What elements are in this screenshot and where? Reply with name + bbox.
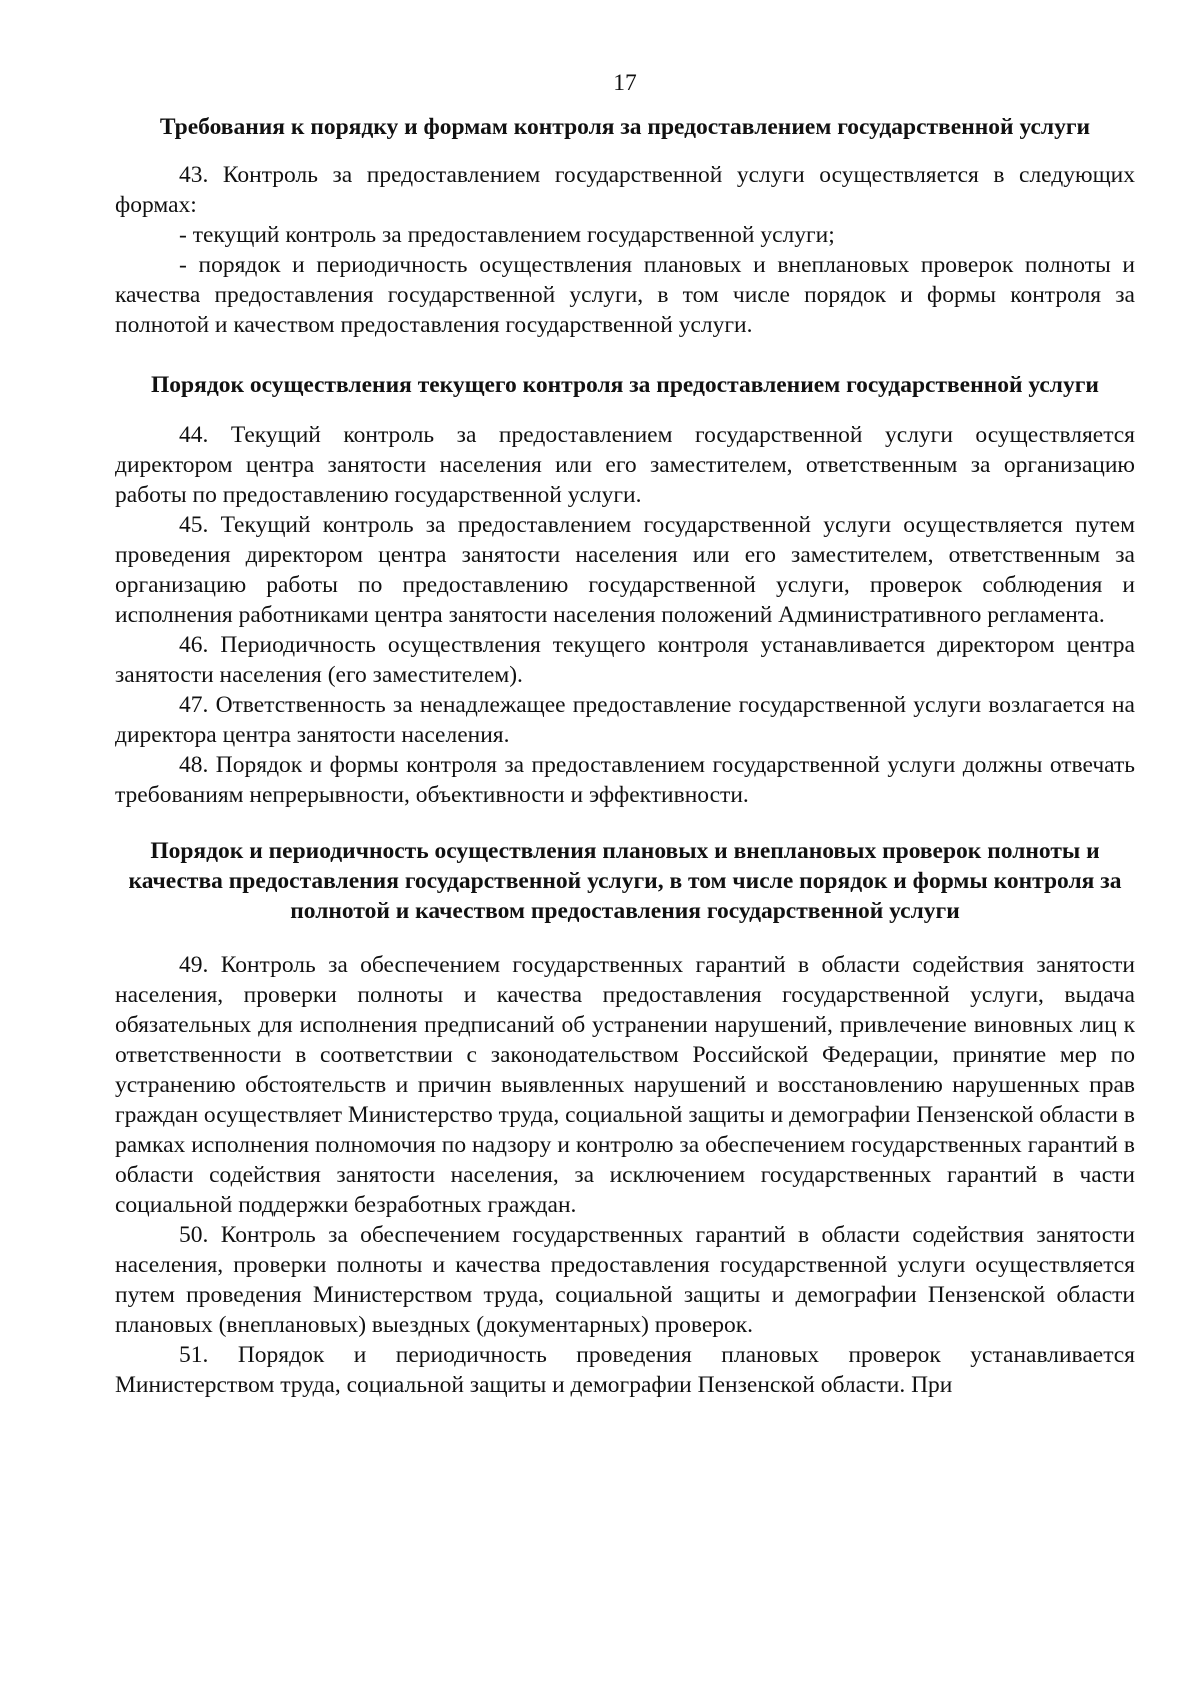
paragraph-44: 44. Текущий контроль за предоставлением государственной услуги осуществляется директором центра занятости населения или его заместителем, ответственным за организацию работы по предоставлению государственной услуги. bbox=[115, 422, 1135, 508]
paragraph-51: 51. Порядок и периодичность проведения плановых проверок устанавливается Министерством труда, социальной защиты и демографии Пензенской области. При bbox=[115, 1342, 1135, 1398]
section-heading-inspections: Порядок и периодичность осуществления плановых и внеплановых проверок полноты и качества предоставления государственной услуги, в том числе порядок и формы контроля за полнотой и качеством предоставления государственной услуги bbox=[128, 838, 1122, 924]
paragraph-43: 43. Контроль за предоставлением государственной услуги осуществляется в следующих формах: bbox=[115, 162, 1135, 218]
section-heading-current-control: Порядок осуществления текущего контроля за предоставлением государственной услуги bbox=[151, 372, 1099, 398]
page-number: 17 bbox=[613, 70, 637, 96]
document-page bbox=[115, 68, 1135, 1400]
list-item-current-control: - текущий контроль за предоставлением государственной услуги; bbox=[179, 222, 835, 248]
paragraph-47: 47. Ответственность за ненадлежащее предоставление государственной услуги возлагается на директора центра занятости населения. bbox=[115, 692, 1135, 748]
paragraph-50: 50. Контроль за обеспечением государственных гарантий в области содействия занятости населения, проверки полноты и качества предоставления государственной услуги осуществляется путем проведения Министерством труда, социальной защиты и демографии Пензенской области плановых (внеплановых) выездных (документарных) проверок. bbox=[115, 1222, 1135, 1338]
paragraph-45: 45. Текущий контроль за предоставлением государственной услуги осуществляется путем проведения директором центра занятости населения или его заместителем, ответственным за организацию работы по предоставлению государственной услуги, проверок соблюдения и исполнения работниками центра занятости населения положений Административного регламента. bbox=[115, 512, 1135, 628]
section-heading-control-requirements: Требования к порядку и формам контроля за предоставлением государственной услуги bbox=[159, 114, 1091, 140]
paragraph-48: 48. Порядок и формы контроля за предоставлением государственной услуги должны отвечать требованиям непрерывности, объективности и эффективности. bbox=[115, 752, 1135, 808]
list-item-inspections: - порядок и периодичность осуществления плановых и внеплановых проверок полноты и качества предоставления государственной услуги, в том числе порядок и формы контроля за полнотой и качеством предоставления государственной услуги. bbox=[115, 252, 1135, 338]
paragraph-46: 46. Периодичность осуществления текущего контроля устанавливается директором центра занятости населения (его заместителем). bbox=[115, 632, 1135, 688]
paragraph-49: 49. Контроль за обеспечением государственных гарантий в области содействия занятости населения, проверки полноты и качества предоставления государственной услуги, выдача обязательных для исполнения предписаний об устранении нарушений, привлечение виновных лиц к ответственности в соответствии с законодательством Российской Федерации, принятие мер по устранению обстоятельств и причин выявленных нарушений и восстановлению нарушенных прав граждан осуществляет Министерство труда, социальной защиты и демографии Пензенской области в рамках исполнения полномочия по надзору и контролю за обеспечением государственных гарантий в области содействия занятости населения, за исключением государственных гарантий в части социальной поддержки безработных граждан. bbox=[115, 952, 1135, 1218]
